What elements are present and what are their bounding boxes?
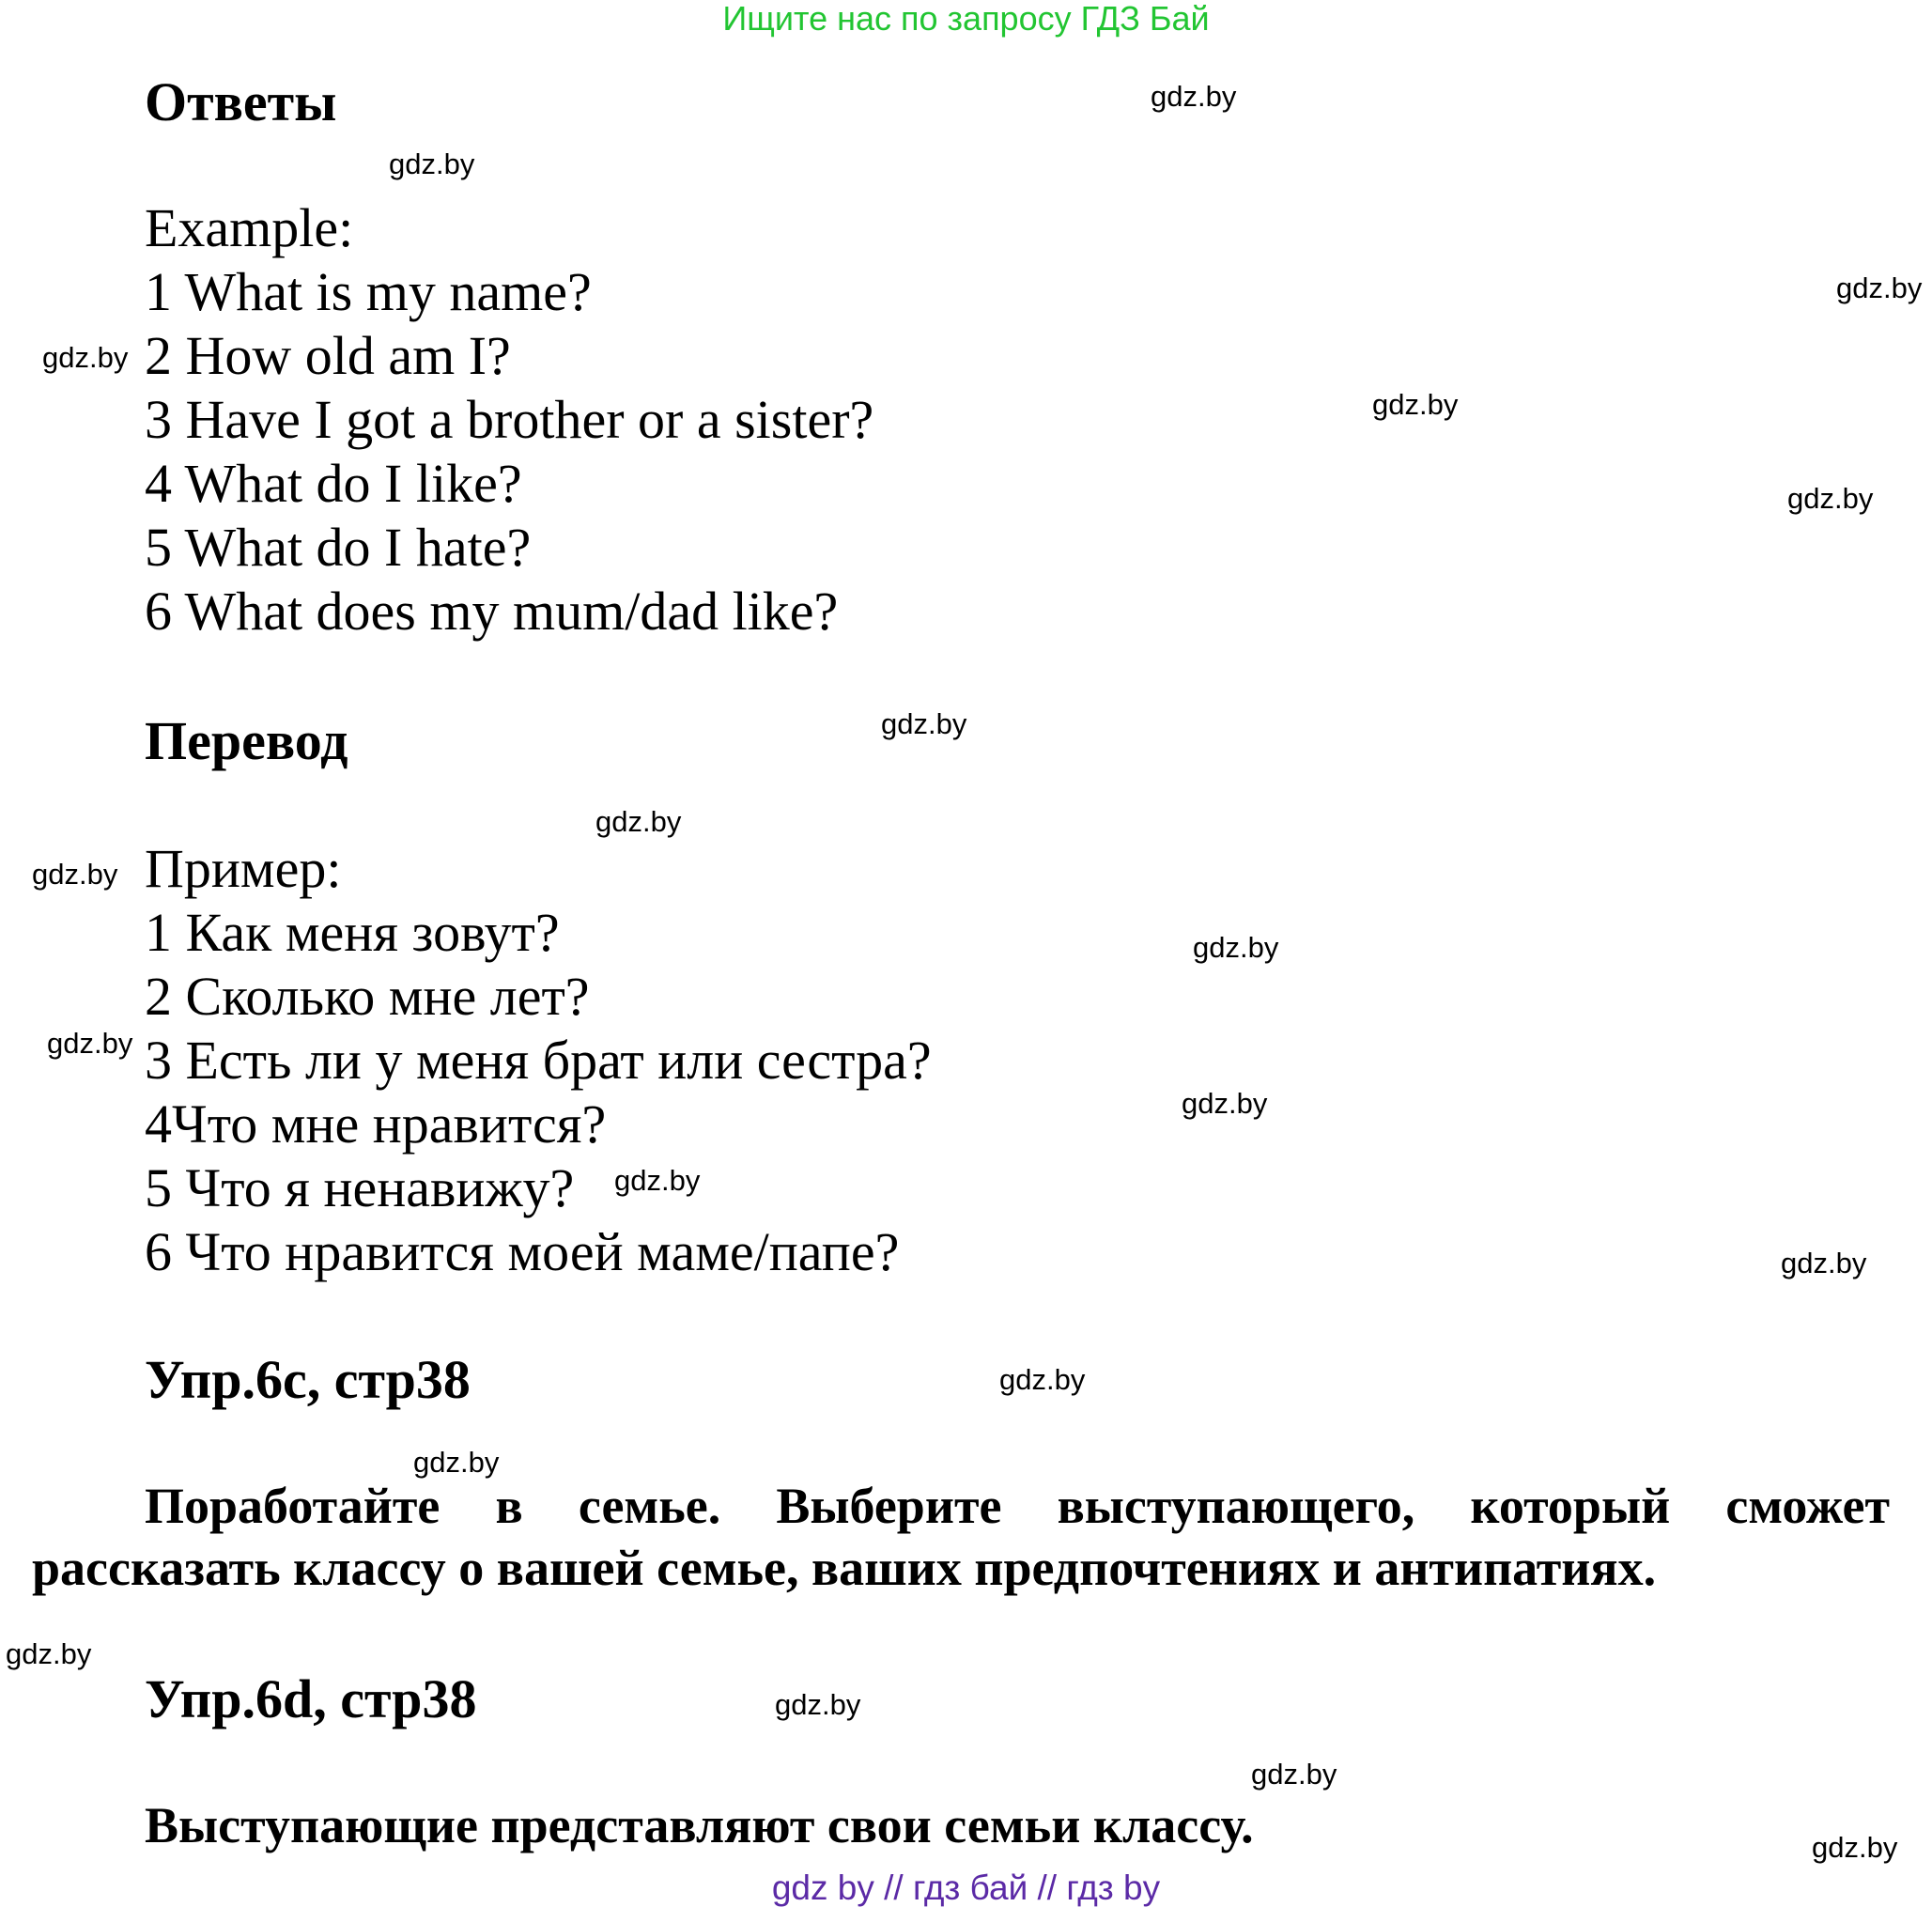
answer-item-2: 2 How old am I?	[145, 325, 511, 386]
exercise-6c-heading: Упр.6с, стр38	[145, 1349, 471, 1410]
watermark: gdz.by	[389, 147, 475, 180]
answers-heading: Ответы	[145, 71, 337, 132]
answer-item-5: 5 What do I hate?	[145, 517, 532, 578]
watermark: gdz.by	[6, 1637, 92, 1670]
watermark: gdz.by	[1151, 80, 1237, 113]
watermark: gdz.by	[42, 341, 129, 374]
watermark: gdz.by	[881, 707, 967, 740]
translation-item-6: 6 Что нравится моей маме/папе?	[145, 1221, 900, 1282]
answer-item-3: 3 Have I got a brother or a sister?	[145, 389, 874, 450]
watermark: gdz.by	[1372, 388, 1459, 421]
answer-item-6: 6 What does my mum/dad like?	[145, 581, 839, 642]
watermark: gdz.by	[1836, 271, 1923, 304]
watermark: gdz.by	[1182, 1087, 1268, 1120]
bottom-banner: gdz by // гдз бай // гдз by	[771, 1868, 1161, 1907]
translation-item-2: 2 Сколько мне лет?	[145, 966, 590, 1027]
watermark: gdz.by	[1812, 1831, 1898, 1864]
watermark: gdz.by	[47, 1027, 133, 1060]
watermark: gdz.by	[32, 858, 118, 891]
watermark: gdz.by	[595, 805, 682, 838]
translation-item-3: 3 Есть ли у меня брат или сестра?	[145, 1030, 932, 1091]
translation-item-5: 5 Что я ненавижу?	[145, 1157, 575, 1218]
answer-item-1: 1 What is my name?	[145, 261, 592, 322]
watermark: gdz.by	[775, 1688, 861, 1721]
watermark: gdz.by	[413, 1446, 500, 1479]
translation-heading: Перевод	[145, 710, 348, 771]
translation-item-1: 1 Как меня зовут?	[145, 902, 560, 963]
answer-item-4: 4 What do I like?	[145, 453, 522, 514]
watermark: gdz.by	[1787, 482, 1874, 515]
watermark: gdz.by	[1193, 931, 1279, 964]
watermark: gdz.by	[614, 1164, 701, 1197]
watermark: gdz.by	[1251, 1758, 1337, 1791]
watermark: gdz.by	[999, 1363, 1086, 1396]
translation-example-label: Пример:	[145, 838, 342, 899]
exercise-6d-heading: Упр.6d, стр38	[145, 1668, 477, 1729]
exercise-6d-task: Выступающие представляют свои семьи классу.	[145, 1797, 1254, 1853]
answers-example-label: Example:	[145, 197, 354, 258]
top-banner: Ищите нас по запросу ГДЗ Бай	[722, 0, 1210, 38]
exercise-6c-task: Поработайте в семье. Выберите выступающего, который сможет рассказать классу о вашей семье, ваших предпочтениях и антипатиях.	[32, 1478, 1890, 1596]
translation-item-4: 4Что мне нравится?	[145, 1093, 607, 1155]
watermark: gdz.by	[1781, 1247, 1867, 1279]
